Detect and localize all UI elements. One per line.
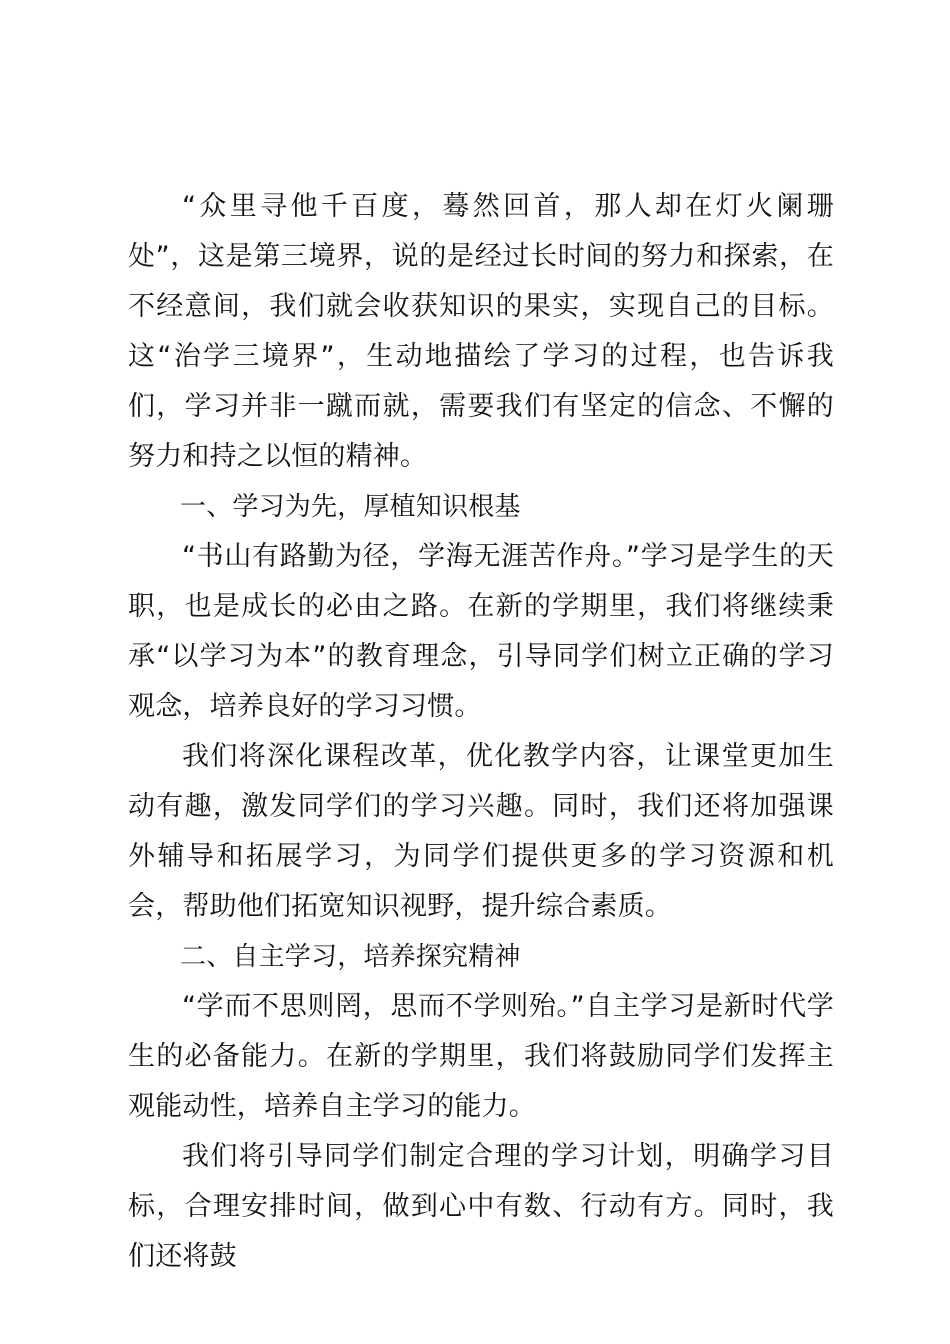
section-heading-1: 一、学习为先，厚植知识根基: [180, 492, 521, 522]
document-body: [128, 182, 834, 1282]
paragraph-learning-first: “书山有路勤为径，学海无涯苦作舟。”学习是学生的天职，也是成长的必由之路。在新的学期里，我们将继续秉承“以学习为本”的教育理念，引导同学们树立正确的学习观念，培养良好的学习习惯。: [128, 541, 834, 722]
paragraph-curriculum-reform: 我们将深化课程改革，优化教学内容，让课堂更加生动有趣，激发同学们的学习兴趣。同时，我们还将加强课外辅导和拓展学习，为同学们提供更多的学习资源和机会，帮助他们拓宽知识视野，提升综合素质。: [128, 741, 834, 922]
paragraph-self-study: “学而不思则罔，思而不学则殆。”自主学习是新时代学生的必备能力。在新的学期里，我们将鼓励同学们发挥主观能动性，培养自主学习的能力。: [128, 991, 834, 1122]
paragraph-third-realm: “众里寻他千百度，蓦然回首，那人却在灯火阑珊处”，这是第三境界，说的是经过长时间的努力和探索，在不经意间，我们就会收获知识的果实，实现自己的目标。这“治学三境界”，生动地描绘了学习的过程，也告诉我们，学习并非一蹴而就，需要我们有坚定的信念、不懈的努力和持之以恒的精神。: [128, 191, 834, 472]
section-heading-2: 二、自主学习，培养探究精神: [180, 942, 521, 972]
paragraph-study-plan: 我们将引导同学们制定合理的学习计划，明确学习目标，合理安排时间，做到心中有数、行动有方。同时，我们还将鼓: [128, 1141, 834, 1272]
